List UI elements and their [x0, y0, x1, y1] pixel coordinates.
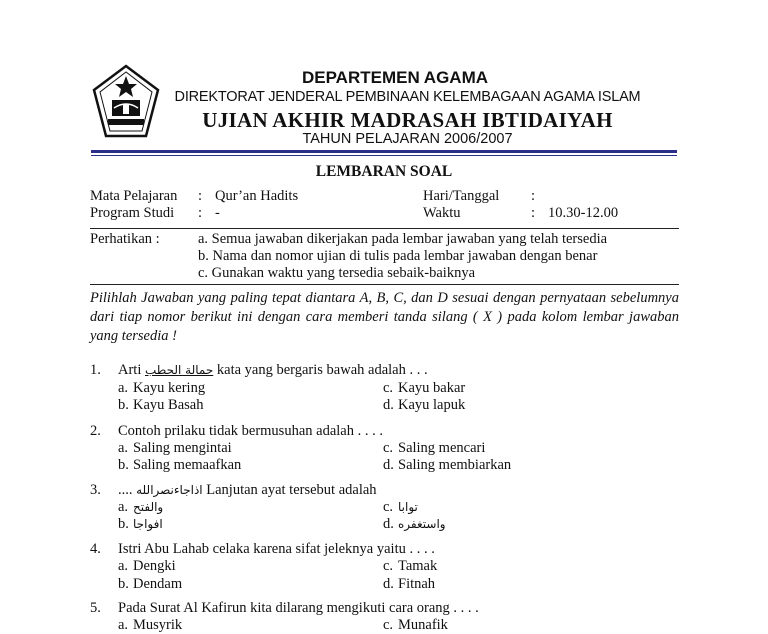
option-letter: a. [118, 440, 129, 456]
option-text: Saling mencari [398, 440, 486, 456]
answer-option [383, 499, 418, 516]
question-number: 2. [90, 423, 101, 439]
question-text [118, 362, 428, 379]
answer-option [118, 617, 182, 634]
answer-option [118, 380, 205, 397]
answer-option [118, 558, 176, 575]
option-text: Tamak [398, 558, 438, 574]
option-letter: d. [383, 516, 394, 532]
question-text-before: .... [118, 482, 133, 498]
answer-option [383, 516, 446, 533]
header-divider-thin [91, 155, 677, 156]
notice-divider-bottom [90, 284, 679, 285]
answer-option [118, 499, 163, 516]
option-text: والفتح [133, 500, 164, 514]
answer-option [118, 397, 203, 414]
school-year: TAHUN PELAJARAN 2006/2007 [302, 131, 513, 147]
answer-option [118, 440, 232, 457]
exam-title: UJIAN AKHIR MADRASAH IBTIDAIYAH [202, 108, 613, 132]
option-letter: d. [383, 457, 394, 473]
notice-item: a. Semua jawaban dikerjakan pada lembar jawaban yang telah tersedia [198, 231, 608, 247]
option-letter: c. [383, 558, 394, 574]
sheet-title: LEMBARAN SOAL [315, 163, 453, 180]
answer-option [383, 576, 435, 593]
arabic-phrase: اذاجاءنصرالله [136, 483, 203, 497]
date-label: Hari/Tanggal [423, 188, 500, 204]
option-text: Saling membiarkan [398, 457, 512, 473]
option-text: Kayu lapuk [398, 397, 466, 413]
question-text-before: Arti [118, 362, 142, 378]
department-title: DEPARTEMEN AGAMA [301, 68, 489, 87]
subject-value: Qur’an Hadits [215, 188, 299, 204]
option-letter: d. [383, 576, 394, 592]
option-text: Musyrik [133, 617, 183, 633]
option-letter: a. [118, 617, 129, 633]
option-text: Dengki [133, 558, 176, 574]
question-text [118, 482, 377, 499]
option-letter: a. [118, 558, 129, 574]
option-letter: b. [118, 576, 129, 592]
instruction-paragraph: Pilihlah Jawaban yang paling tepat diantara A, B, C, dan D sesuai dengan pernyataan sebelumnya dari tiap nomor berikut ini dengan cara memberi tanda silang ( X ) pada kolom lembar jawaban yang tersedia ! [90, 290, 679, 344]
answer-option [383, 558, 437, 575]
notice-item: c. Gunakan waktu yang tersedia sebaik-baiknya [198, 265, 476, 281]
option-text: Kayu kering [133, 380, 206, 396]
notice-label: Perhatikan : [90, 231, 160, 247]
option-text: Kayu bakar [398, 380, 466, 396]
notice-item: b. Nama dan nomor ujian di tulis pada lembar jawaban dengan benar [198, 248, 598, 264]
option-text: Munafik [398, 617, 448, 633]
option-letter: b. [118, 457, 129, 473]
option-letter: c. [383, 617, 394, 633]
option-letter: a. [118, 499, 129, 515]
option-text: Fitnah [398, 576, 436, 592]
info-divider-top [90, 228, 679, 229]
time-separator: : [531, 205, 536, 221]
question-number: 1. [90, 362, 101, 378]
answer-option [383, 397, 465, 414]
question-text: Pada Surat Al Kafirun kita dilarang mengikuti cara orang . . . . [118, 600, 479, 616]
directorate-title: DIREKTORAT JENDERAL PEMBINAAN KELEMBAGAAN AGAMA ISLAM [174, 89, 641, 105]
answer-option [383, 617, 448, 634]
answer-option [118, 576, 182, 593]
option-text: واستغفره [398, 517, 446, 531]
subject-label: Mata Pelajaran [90, 188, 178, 204]
option-text: Dendam [133, 576, 183, 592]
option-text: Saling memaafkan [133, 457, 242, 473]
answer-option [118, 457, 241, 474]
arabic-phrase: حمالة الحطب [144, 363, 214, 377]
answer-option [383, 457, 511, 474]
program-value: - [215, 205, 220, 221]
time-label: Waktu [423, 205, 461, 221]
question-text: Istri Abu Lahab celaka karena sifat jeleknya yaitu . . . . [118, 541, 435, 557]
question-text-after: Lanjutan ayat tersebut adalah [206, 482, 377, 498]
option-text: Kayu Basah [133, 397, 204, 413]
subject-separator: : [198, 188, 203, 204]
option-letter: d. [383, 397, 394, 413]
question-text-after: kata yang bergaris bawah adalah . . . [216, 362, 428, 378]
option-text: Saling mengintai [133, 440, 232, 456]
question-number: 3. [90, 482, 101, 498]
option-text: توابا [398, 500, 418, 514]
question-number: 4. [90, 541, 101, 557]
option-letter: c. [383, 380, 394, 396]
program-separator: : [198, 205, 203, 221]
program-label: Program Studi [90, 205, 175, 221]
option-letter: b. [118, 516, 129, 532]
option-text: افواجا [133, 517, 163, 531]
question-number: 5. [90, 600, 101, 616]
question-text: Contoh prilaku tidak bermusuhan adalah . . . . [118, 423, 383, 439]
option-letter: c. [383, 440, 394, 456]
option-letter: b. [118, 397, 129, 413]
option-letter: c. [383, 499, 394, 515]
answer-option [118, 516, 163, 533]
time-value: 10.30-12.00 [548, 205, 619, 221]
header-divider-thick [91, 150, 677, 153]
answer-option [383, 440, 485, 457]
option-letter: a. [118, 380, 129, 396]
date-separator: : [531, 188, 536, 204]
answer-option [383, 380, 465, 397]
